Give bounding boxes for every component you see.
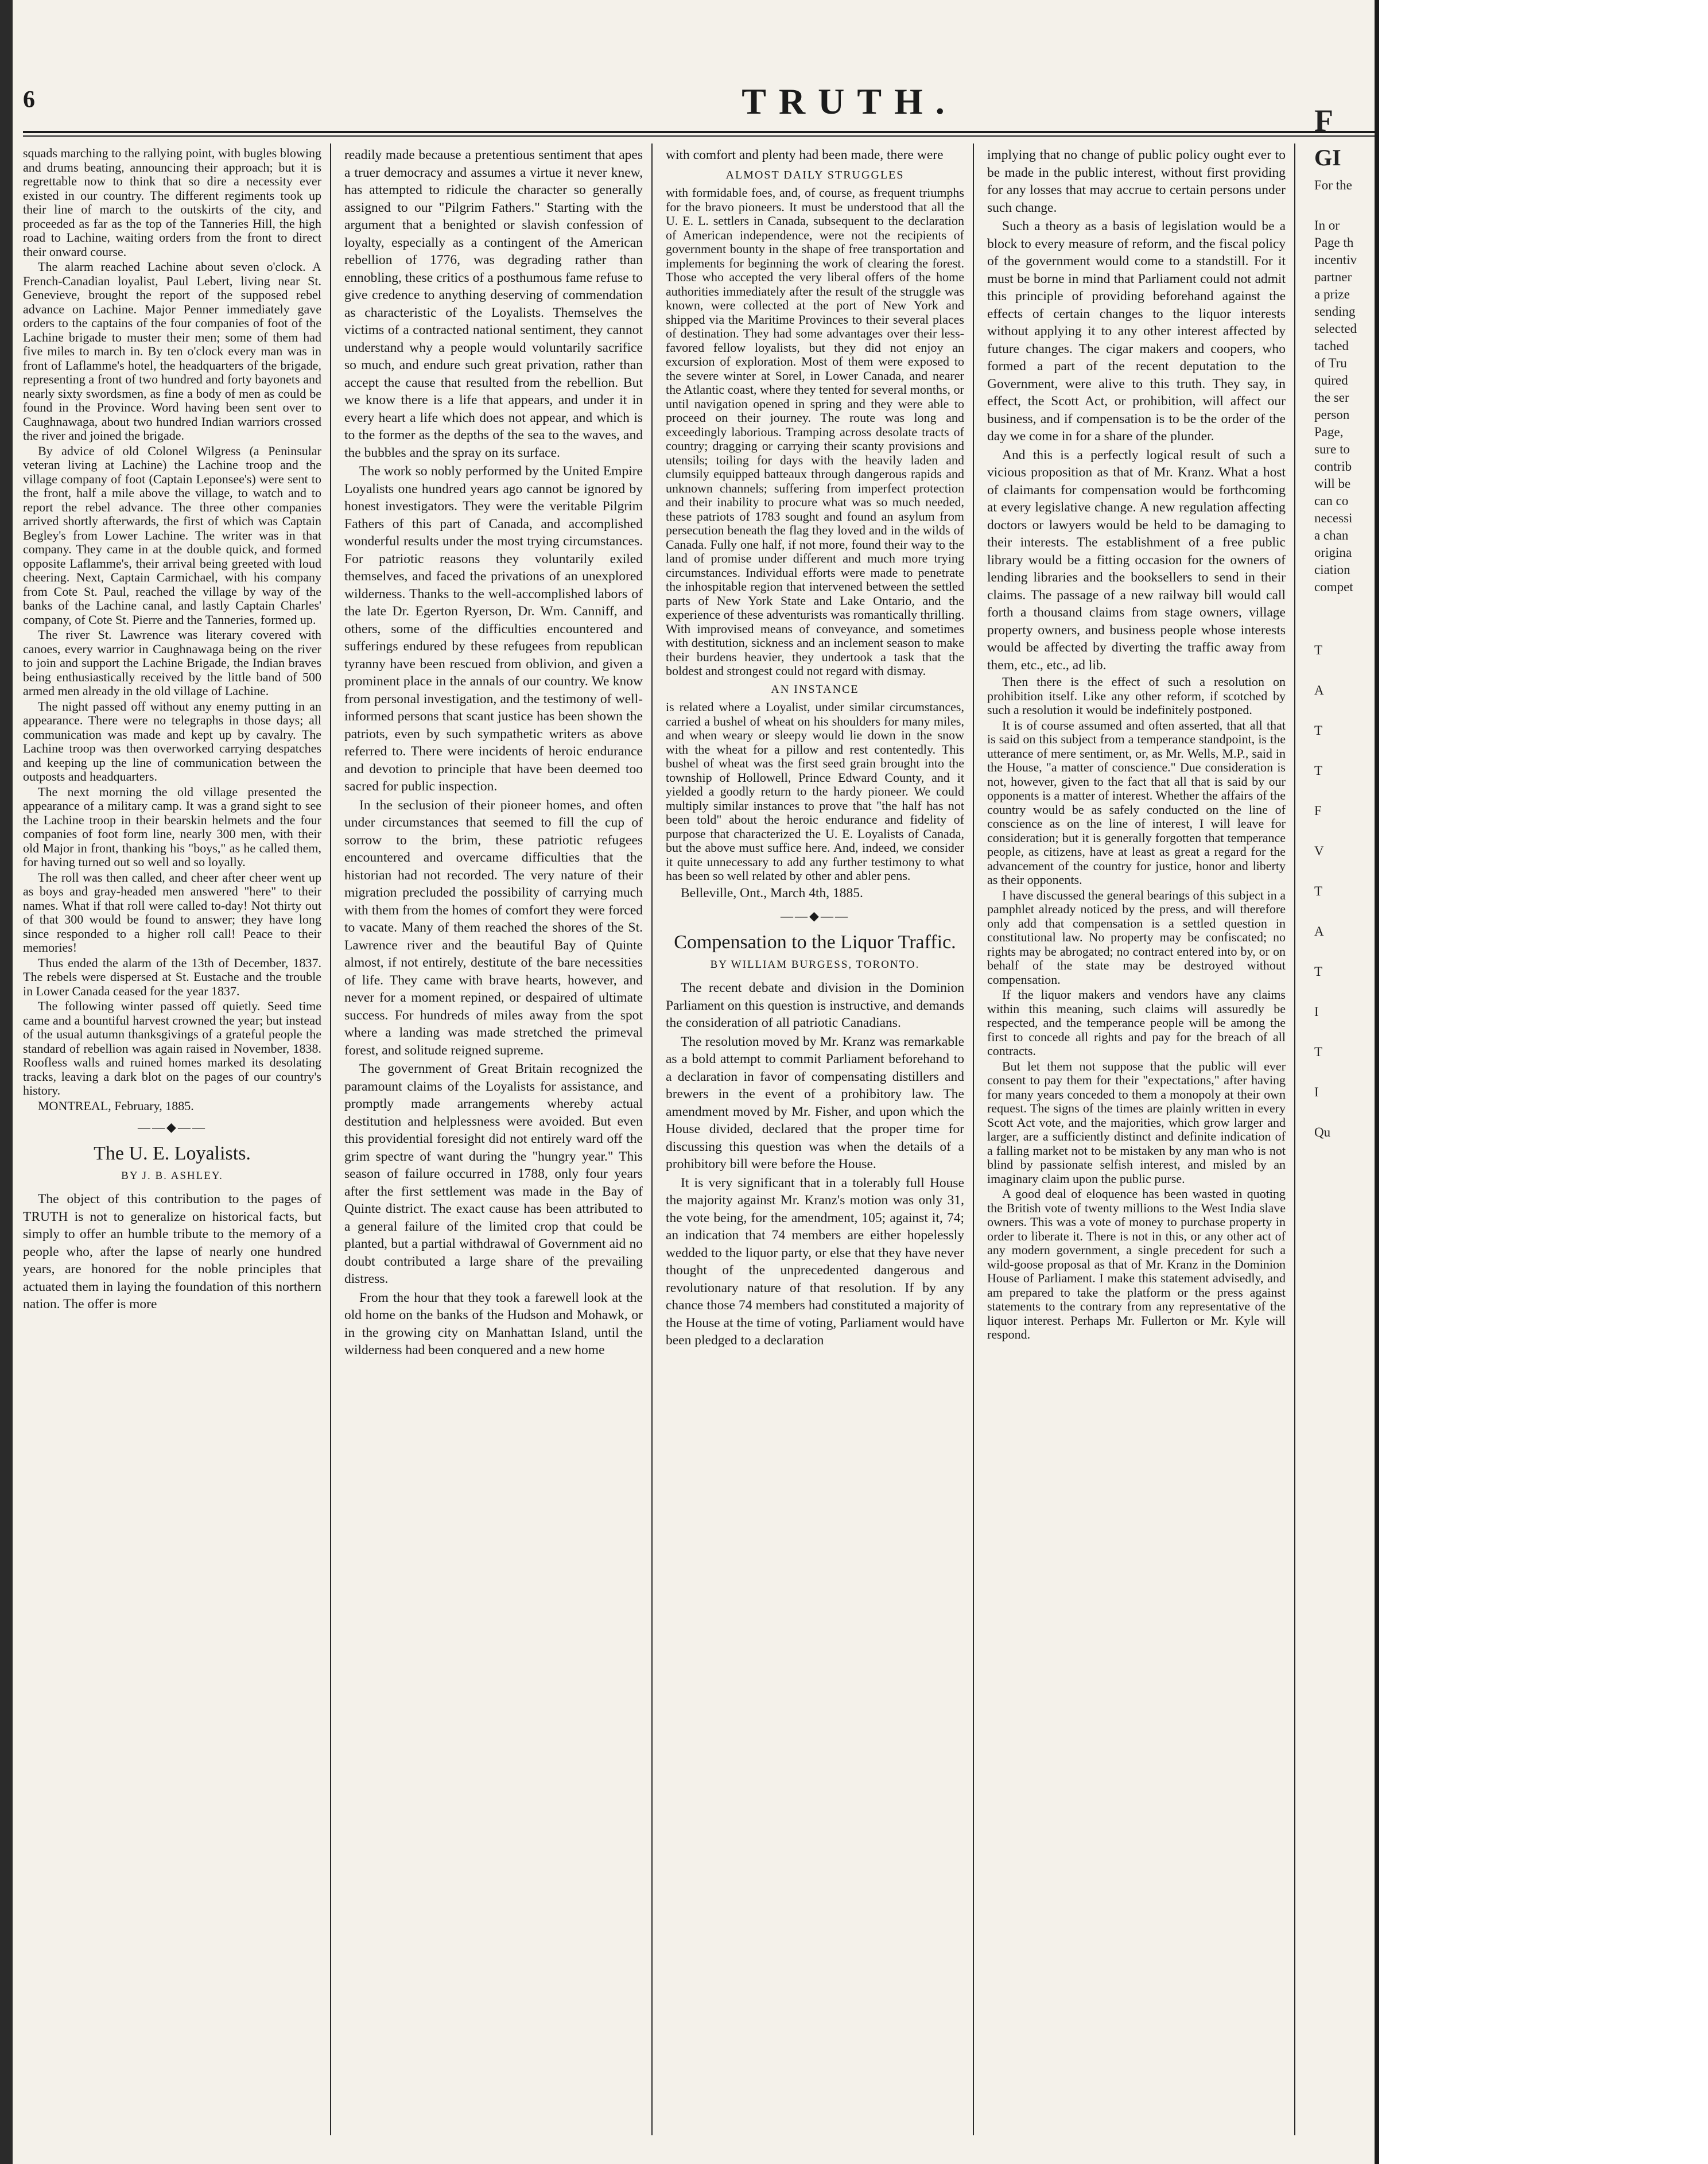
paragraph: The next morning the old village presented the appearance of a military camp. It was a grand sight to see the Lachine troop in their bearskin helmets and the four companies of foot form line, nearly 300 men, with their old Major in front, thanking his "boys," as he called them, for having turned out so well and so loyally. xyxy=(23,784,321,869)
column-1 xyxy=(23,146,321,2132)
cutoff-fragment: T xyxy=(1314,964,1323,979)
paragraph: readily made because a pretentious sentiment that apes a truer democracy and assumes a virtue it never knew, has attempted to ridicule the character so generally assigned to our "Pilgrim Fathers." Starting with the argument that a benighted or slavish confession of loyalty, especially as a contingent of the American rebellion of 1776, was degrading rather than ennobling, these critics of a posthumous fame refuse to give credence to anything deserving of commendation as characteristic of the Loyalists. Themselves the victims of a contracted national sentiment, they cannot understand why a people would voluntarily sacrifice so much, and endure such great privation, rather than accept the cause that resulted from the rebellion. But we know there is a life that appears, and under it in every heart a life which does not appear, and which is to the former as the depths of the sea to the waves, and the bubbles and the spray on its surface. xyxy=(344,148,643,460)
cutoff-subheading: GI xyxy=(1314,145,1341,170)
paragraph: Thus ended the alarm of the 13th of December, 1837. The rebels were dispersed at St. Eustache and the trouble in Lower Canada ceased for the year 1837. xyxy=(23,955,321,998)
cutoff-fragment: T xyxy=(1314,643,1323,657)
paragraph: Then there is the effect of such a resolution on prohibition itself. Like any other reform, if scotched by such a resolution it would be indefinitely postponed. xyxy=(987,674,1286,717)
article-title: The U. E. Loyalists. xyxy=(94,1142,251,1164)
article-byline: BY J. B. ASHLEY. xyxy=(121,1169,223,1182)
cutoff-fragment: Page, xyxy=(1314,425,1344,439)
article-separator: ——◆—— xyxy=(781,909,849,923)
cutoff-fragment: T xyxy=(1314,763,1323,778)
column-3 xyxy=(666,146,964,2132)
paragraph: I have discussed the general bearings of this subject in a pamphlet already noticed by the press, and will therefore only add that compensation is a settled question in constitutional law. No property may be confiscated; no rights may be abrogated; no contract entered into by, or on behalf of the state may be destroyed without compensation. xyxy=(987,887,1286,987)
scan-edge xyxy=(0,0,13,2164)
cutoff-fragment: necessi xyxy=(1314,511,1353,525)
cutoff-fragment: T xyxy=(1314,884,1323,898)
cutoff-heading: F xyxy=(1314,103,1333,138)
cutoff-fragment: V xyxy=(1314,844,1324,858)
paragraph: The recent debate and division in the Dominion Parliament on this question is instructive, and demands the consideration of all patriotic Canadians. xyxy=(666,980,964,1030)
cutoff-fragment: A xyxy=(1314,683,1324,697)
paragraph: A good deal of eloquence has been wasted in quoting the British vote of twenty millions to the West India slave owners. This was a vote of money to purchase property in order to liberate it. There is not in this, or any other act of any modern government, a single precedent for such a wild-goose proposal as that of Mr. Kranz in the Dominion House of Parliament. I make this statement advisedly, and am prepared to take the platform or the press against statements to the contrary from any representative of the liquor interest. Perhaps Mr. Fullerton or Mr. Kyle will respond. xyxy=(987,1186,1286,1341)
column-divider xyxy=(1294,144,1295,2135)
cutoff-fragment: T xyxy=(1314,1045,1323,1059)
cutoff-fragment: tached xyxy=(1314,339,1349,353)
paragraph: implying that no change of public policy ought ever to be made in the public interest, without first providing for any losses that may accrue to certain persons under such change. xyxy=(987,148,1286,215)
cutoff-fragment: In or xyxy=(1314,218,1340,232)
paragraph: In the seclusion of their pioneer homes, and often under circumstances that seemed to fill the cup of sorrow to the brim, these patriotic refugees encountered and overcame difficulties that the historian had not recorded. The very nature of their migration precluded the possibility of carrying much with them from the homes of comfort they were forced to vacate. Many of them reached the shores of the St. Lawrence river and the beautiful Bay of Quinte almost, if not entirely, destitute of the bare necessities of life. They came with brave hearts, however, and never for a moment repined, or despaired of ultimate success. For hundreds of miles away from the spot where a landing was made stretched the primeval forest, and solitude reigned supreme. xyxy=(344,797,643,1058)
cutoff-fragment: a chan xyxy=(1314,528,1349,542)
paragraph: The government of Great Britain recognized the paramount claims of the Loyalists for assistance, and promptly made arrangements whereby actual destitution and helplessness were avoided. But even this providential foresight did not entirely ward off the grim spectre of want during the "hungry year." This season of failure occurred in 1788, only four years after the first settlement was made in the Bay of Quinte district. The exact cause has been attributed to a general failure of the limited crop that could be planted, but a partial withdrawal of Government aid no doubt contributed a large share of the prevailing distress. xyxy=(344,1061,643,1286)
paragraph: The night passed off without any enemy putting in an appearance. There were no telegraphs in those days; all communication was made and kept up by cavalry. The Lachine troop was then overworked carrying despatches and keeping up the line of communication between the outposts and headquarters. xyxy=(23,699,321,784)
cutoff-fragment: can co xyxy=(1314,494,1349,508)
article-signoff: MONTREAL, February, 1885. xyxy=(38,1098,194,1113)
cutoff-column xyxy=(1314,103,1366,2055)
cutoff-fragment: contrib xyxy=(1314,459,1352,474)
cutoff-fragment: person xyxy=(1314,408,1350,422)
paragraph: The resolution moved by Mr. Kranz was remarkable as a bold attempt to commit Parliament beforehand to a declaration in favor of compensating distillers and brewers in the event of a prohibitory law. The amendment moved by Mr. Fisher, and upon which the House divided, declared that the proper time for discussing this question was when the details of a prohibitory bill were before the House. xyxy=(666,1034,964,1172)
section-subhead: AN INSTANCE xyxy=(771,682,859,696)
frame-border xyxy=(1375,0,1379,2164)
cutoff-fragment: T xyxy=(1314,723,1323,738)
article-signoff: Belleville, Ont., March 4th, 1885. xyxy=(681,885,863,901)
cutoff-fragment: ciation xyxy=(1314,563,1350,577)
cutoff-fragment: will be xyxy=(1314,476,1351,491)
column-divider xyxy=(973,144,974,2135)
cutoff-fragment: incentiv xyxy=(1314,253,1357,267)
paragraph: From the hour that they took a farewell look at the old home on the banks of the Hudson and Mohawk, or in the growing city on Manhattan Island, until the wilderness had been conquered and a new home xyxy=(344,1290,643,1358)
paragraph: But let them not suppose that the public will ever consent to pay them for their "expectations," after having for many years conceded to them a monopoly at their own request. The signs of the times are plainly written in every Scott Act vote, and the majorities, which grow larger and larger, are a sufficiently distinct and definite indication of a falling market not to be mistaken by any man who is not blind by passionate selfish interest, and misled by an imaginary claim upon the public purse. xyxy=(987,1058,1286,1186)
paragraph: with comfort and plenty had been made, there were xyxy=(666,148,944,162)
paragraph: The alarm reached Lachine about seven o'clock. A French-Canadian loyalist, Paul Lebert, living near St. Genevieve, brought the report of the supposed rebel advance on Lachine. Major Penner immediately gave orders to the captains of the four companies of foot of the Lachine brigade to muster their men; some of them had five miles to march in. By ten o'clock every man was in front of Laflamme's hotel, the headquarters of the brigade, representing a front of two hundred and forty bayonets and nearly sixty swordsmen, as fine a body of men as could be found in the Province. Word having been sent over to Caughnawaga, about two hundred Indian warriors crossed the river and joined the brigade. xyxy=(23,259,321,443)
cutoff-fragment: A xyxy=(1314,924,1324,938)
paragraph: By advice of old Colonel Wilgress (a Peninsular veteran living at Lachine) the Lachine troop and the village company of foot (Captain Leponsee's) were sent to the front, half a mile above the village, to watch and to report the rebel advance. The three other companies arrived shortly afterwards, the first of which was Captain Begley's from Lower Lachine. The writer was in that company. They came in at the double quick, and formed opposite Laflamme's, their arrival being greeted with loud cheering. Next, Captain Carmichael, with his company from Cote St. Paul, reached the village by way of the banks of the Lachine canal, and lastly Captain Charles' company, of Cote St. Pierre and the Tanneries, formed up. xyxy=(23,443,321,627)
cutoff-fragment: Qu xyxy=(1314,1125,1331,1139)
paragraph: The roll was then called, and cheer after cheer went up as boys and gray-headed men answered "here" to their names. What if that roll were called to-day! Not thirty out of that 300 would be found to answer; they have long since responded to a higher roll call! Peace to their memories! xyxy=(23,870,321,955)
article-separator: ——◆—— xyxy=(138,1120,207,1134)
cutoff-fragment: F xyxy=(1314,804,1322,818)
cutoff-fragment: selected xyxy=(1314,321,1357,336)
page-margin xyxy=(1375,0,1708,2164)
cutoff-fragment: quired xyxy=(1314,373,1348,387)
cutoff-fragment: of Tru xyxy=(1314,356,1347,370)
cutoff-fragment: origina xyxy=(1314,545,1352,560)
article-byline: BY WILLIAM BURGESS, TORONTO. xyxy=(710,958,920,971)
paragraph: Such a theory as a basis of legislation would be a block to every measure of reform, and the fiscal policy of the government would come to a standstill. For it must be borne in mind that Parliament could not admit this principle of providing beforehand against the effects of certain changes to the liquor interests without applying it to any other interest affected by future changes. The cigar makers and coopers, who formed a part of the recent deputation to the Government, were alive to this truth. They say, in effect, the Scott Act, or prohibition, will affect our business, and if compensation is to be the order of the day we come in for a share of the plunder. xyxy=(987,219,1286,444)
cutoff-fragment: For the xyxy=(1314,178,1352,192)
paragraph: And this is a perfectly logical result of such a vicious proposition as that of Mr. Kranz. What a host of claimants for compensation would be forthcoming at every legislative change. A new regulation affecting doctors or lawyers would be held to be damaging to their interests. The establishment of a free public library would be a fitting occasion for the owners of lending libraries and the booksellers to send in their claims. The passage of a new railway bill would call forth a thousand claims from stage owners, village property owners, and business people whose interests would be affected by diverting the traffic away from them, etc., etc., ad lib. xyxy=(987,447,1286,673)
cutoff-fragment: a prize xyxy=(1314,287,1350,301)
paragraph: squads marching to the rallying point, with bugles blowing and drums beating, announcing their approach; but it is regrettable now to think that so dire a necessity ever existed in our country. The different regiments took up their line of march to the outskirts of the city, and proceeded as far as the top of the Tanneries Hill, the high road to Lachine, waiting orders from the front to direct their onward course. xyxy=(23,146,321,259)
paragraph: The work so nobly performed by the United Empire Loyalists one hundred years ago cannot be ignored by honest investigators. They were the veritable Pilgrim Fathers of this part of Canada, and accomplished wonderful results under the most trying circumstances. For patriotic reasons they voluntarily exiled themselves, and faced the privations of an unexplored wilderness. Thanks to the well-accomplished labors of the late Dr. Egerton Ryerson, Dr. Wm. Canniff, and others, some of the difficulties encountered and sufferings endured by these refugees from republican tyranny have been rescued from oblivion, and given a prominent place in the annals of our country. We know from personal investigation, and the testimony of well-informed persons that scant justice has been shown the patriots, even by such sympathetic writers as above referred to. There were incidents of heroic endurance and devotion to principle that have been deemed too sacred for public inspection. xyxy=(344,464,643,794)
column-4 xyxy=(987,146,1286,2132)
cutoff-fragment: I xyxy=(1314,1005,1319,1019)
column-2 xyxy=(344,146,643,2132)
paragraph: is related where a Loyalist, under similar circumstances, carried a bushel of wheat on his shoulders for many miles, and when weary or sleepy would lie down in the snow with the wheat for a pillow and rest contentedly. This bushel of wheat was the first seed grain brought into the township of Hollowell, Prince Edward County, and it yielded a goodly return to the hardy pioneer. We could multiply similar instances to prove that "the half has not been told" about the heroic endurance and fidelity of purpose that characterized the U. E. Loyalists of Canada, but the above must suffice here. And, indeed, we consider it quite unnecessary to add any further testimony to what has been so well related by other and abler pens. xyxy=(666,700,964,883)
cutoff-fragment: Page th xyxy=(1314,235,1354,250)
cutoff-fragment: the ser xyxy=(1314,390,1349,405)
cutoff-fragment: sure to xyxy=(1314,442,1350,456)
column-divider xyxy=(651,144,653,2135)
cutoff-fragment: partner xyxy=(1314,270,1352,284)
paragraph: If the liquor makers and vendors have any claims within this meaning, such claims will assuredly be respected, and the temperance people will be among the first to concede all rights and pay for the breach of all contracts. xyxy=(987,987,1286,1058)
column-divider xyxy=(330,144,331,2135)
cutoff-fragment: I xyxy=(1314,1085,1319,1099)
cutoff-fragment: compet xyxy=(1314,580,1353,594)
paragraph: The object of this contribution to the pages of TRUTH is not to generalize on historical facts, but simply to offer an humble tribute to the memory of a people who, after the lapse of nearly one hundred years, are honored for the noble principles that actuated them in laying the foundation of this northern nation. The offer is more xyxy=(23,1192,321,1312)
section-subhead: ALMOST DAILY STRUGGLES xyxy=(725,168,905,181)
paragraph: with formidable foes, and, of course, as frequent triumphs for the bravo pioneers. It must be understood that all the U. E. L. settlers in Canada, subsequent to the declaration of American independence, were not the recipients of government bounty in the shape of free transportation and implements for beginning the work of clearing the forest. Those who accepted the very liberal offers of the home authorities immediately after the result of the struggle was known, were collected at the port of New York and shipped via the Maritime Provinces to their several places of destination. They had some advantages over their less-favored fellow loyalists, but they did not enjoy an excursion of exploration. Most of them were exposed to the severe winter at Sorel, in Lower Canada, and nearer the Atlantic coast, where they tented for several months, or until navigation opened in spring and they were able to proceed on their journey. The route was long and exceedingly laborious. Tramping across desolate tracts of country; dragging or carrying their scanty provisions and utensils; toiling for days with the heavily laden and clumsily equipped batteaux through dangerous rapids and unknown channels; suffering from imperfect protection and their inability to procure what was so much needed, these patriots of 1783 sought and found an asylum from persecution beneath the flag they loved and in the wilds of Canada. Fully one half, if not more, found their way to the land of promise under different and much more trying circumstances. Individual efforts were made to penetrate the inhospitable region that intervened between the settled parts of New York State and Lake Ontario, and the experience of these adventurists was romantically thrilling. With improvised means of conveyance, and sometimes with destitution, sickness and an inclement season to make their burdens heavier, they undertook a task that the boldest and strongest could not regard with dismay. xyxy=(666,185,964,678)
paragraph: It is of course assumed and often asserted, that all that is said on this subject from a temperance standpoint, is the utterance of mere sentiment, or, as Mr. Wells, M.P., said in the House, "a matter of conscience." Due consideration is not, however, given to the fact that all that is said by our opponents is a matter of interest. Whether the affairs of the country would be as safely conducted on the line of conscience as on the line of interest, I will leave for consideration; but it is generally forgotten that temperance people, as citizens, have at least as great a regard for the advancement of the country for justice, honor and liberty as their opponents. xyxy=(987,718,1286,887)
newspaper-title: TRUTH. xyxy=(742,81,957,122)
page-number: 6 xyxy=(23,87,35,113)
paragraph: It is very significant that in a tolerably full House the majority against Mr. Kranz's motion was only 31, the vote being, for the amendment, 105; against it, 74; an indication that 74 members are either hopelessly wedded to the liquor party, or else that they have never thought of the unprecedented dangerous and revolutionary nature of that resolution. If by any chance those 74 members had constituted a majority of the House at the time of voting, Parliament would have been pledged to a declaration xyxy=(666,1175,964,1348)
paragraph: The following winter passed off quietly. Seed time came and a bountiful harvest crowned the year; but instead of the usual autumn thanksgivings of a grateful people the standard of rebellion was again raised in November, 1838. Roofless walls and ruined homes marked its desolating tracks, leaving a dark blot on the pages of our country's history. xyxy=(23,999,321,1097)
article-title: Compensation to the Liquor Traffic. xyxy=(674,931,956,953)
paragraph: The river St. Lawrence was literary covered with canoes, every warrior in Caughnawaga being on the river to join and support the Lachine Brigade, the Indian braves being enthusiastically received by the little band of 500 armed men already in the old village of Lachine. xyxy=(23,627,321,698)
cutoff-fragment: sending xyxy=(1314,304,1356,319)
